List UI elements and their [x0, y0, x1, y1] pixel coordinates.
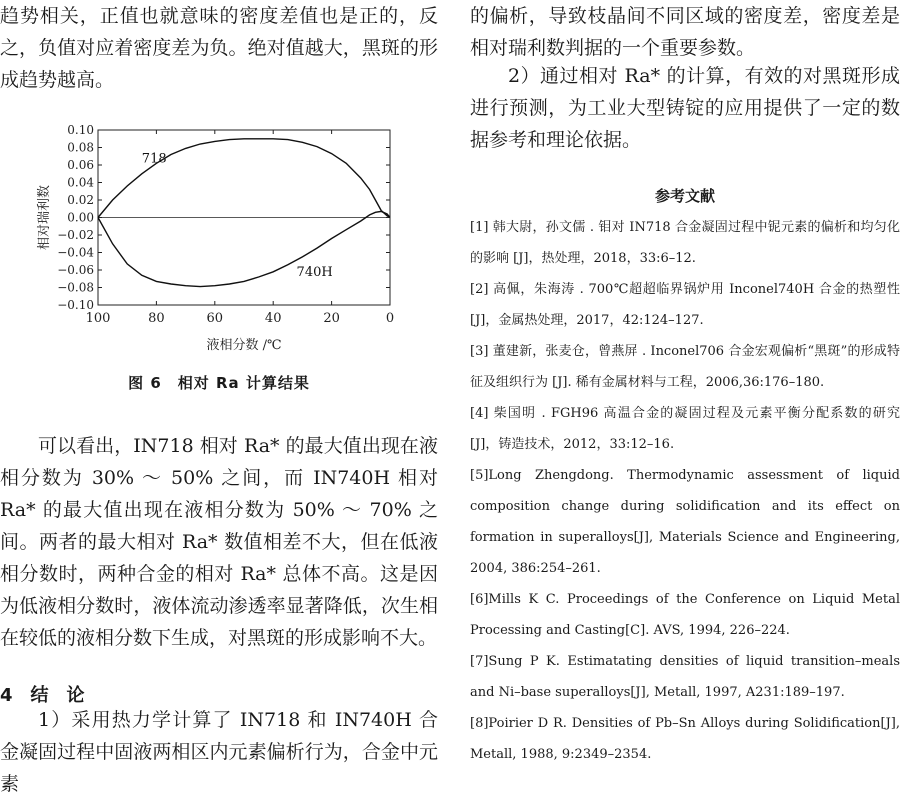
conclusion-1-start: 1）采用热力学计算了 IN718 和 IN740H 合金凝固过程中固液两相区内元素偏析行为，合金中元素	[0, 709, 438, 795]
figure-caption: 图 6 相对 Ra 计算结果	[128, 374, 310, 392]
y-tick-label: 0.06	[67, 158, 94, 172]
section-heading: 4 结 论	[0, 685, 85, 706]
reference-item: [5]Long Zhengdong. Thermodynamic assessment of liquid composition change during solidification and its effect on formation in superalloys[J], Materials Science and Engineering, 2004, 386:254–261.	[470, 468, 900, 576]
x-tick-label: 80	[148, 311, 165, 326]
y-tick-label: −0.10	[57, 298, 94, 312]
y-tick-label: 0.00	[67, 210, 94, 225]
series-line-740h	[98, 211, 390, 286]
references-title: 参考文献	[654, 187, 715, 205]
y-tick-label: −0.08	[57, 280, 94, 295]
y-tick-label: −0.02	[57, 228, 94, 242]
relative-rayleigh-chart	[28, 118, 408, 353]
series-label-740h: 740H	[296, 265, 333, 281]
y-tick-label: −0.06	[57, 263, 94, 277]
conclusion-2: 2）通过相对 Ra* 的计算，有效的对黑斑形成进行预测，为工业大型铸锭的应用提供了一定的数据参考和理论依据。	[470, 65, 900, 151]
reference-item: [8]Poirier D R. Densities of Pb–Sn Alloys during Solidification[J], Metall, 1988, 9:2349–2354.	[470, 716, 900, 762]
x-tick-label: 100	[85, 311, 111, 326]
paragraph-density: 趋势相关，正值也就意味的密度差值也是正的，反之，负值对应着密度差为负。绝对值越大，黑斑的形成趋势越高。	[0, 5, 438, 91]
reference-item: [2] 高佩，朱海涛 . 700℃超超临界锅炉用 Inconel740H 合金的热塑性 [J]，金属热处理，2017，42:124–127.	[470, 282, 900, 328]
x-tick-label: 0	[385, 311, 395, 326]
y-tick-label: 0.10	[67, 123, 94, 137]
x-tick-label: 40	[264, 311, 282, 326]
y-tick-label: −0.04	[57, 245, 94, 260]
y-tick-label: 0.08	[67, 140, 94, 155]
x-axis-label: 液相分数 /℃	[206, 338, 282, 353]
series-label-718: 718	[141, 151, 167, 167]
y-tick-label: 0.02	[67, 193, 94, 207]
x-tick-label: 60	[206, 311, 224, 326]
references-list	[470, 212, 900, 770]
reference-item: [1] 韩大尉，孙文儒 . 钼对 IN718 合金凝固过程中铌元素的偏析和均匀化的影响 [J]，热处理，2018，33:6–12.	[470, 220, 900, 266]
conclusion-1-end: 的偏析，导致枝晶间不同区域的密度差，密度差是相对瑞利数判据的一个重要参数。	[470, 5, 900, 59]
paragraph-analysis: 可以看出，IN718 相对 Ra* 的最大值出现在液相分数为 30% ～ 50% 之间，而 IN740H 相对 Ra* 的最大值出现在液相分数为 50% ～ 70% 之间。两者的最大相对 Ra* 数值相差不大，但在低液相分数时，两种合金的相对 Ra* 总体不高。这是因为低液相分数时，液体流动渗透率显著降低，次生相在较低的液相分数下生成，对黑斑的形成影响不大。	[0, 435, 438, 649]
reference-item: [3] 董建新，张麦仓，曾燕屏 . Inconel706 合金宏观偏析“黑斑”的形成特征及组织行为 [J]. 稀有金属材料与工程，2006,36:176–180.	[470, 344, 900, 390]
y-tick-label: 0.04	[67, 175, 94, 190]
x-tick-label: 20	[323, 311, 340, 326]
y-axis-label: 相对瑞利数	[37, 184, 52, 251]
reference-item: [6]Mills K C. Proceedings of the Conference on Liquid Metal Processing and Casting[C]. AVS, 1994, 226–224.	[470, 592, 900, 638]
reference-item: [4] 柴国明 . FGH96 高温合金的凝固过程及元素平衡分配系数的研究 [J]，铸造技术，2012，33:12–16.	[470, 406, 900, 452]
reference-item: [7]Sung P K. Estimatating densities of liquid transition–meals and Ni–base superalloys[J], Metall, 1997, A231:189–197.	[470, 654, 900, 700]
